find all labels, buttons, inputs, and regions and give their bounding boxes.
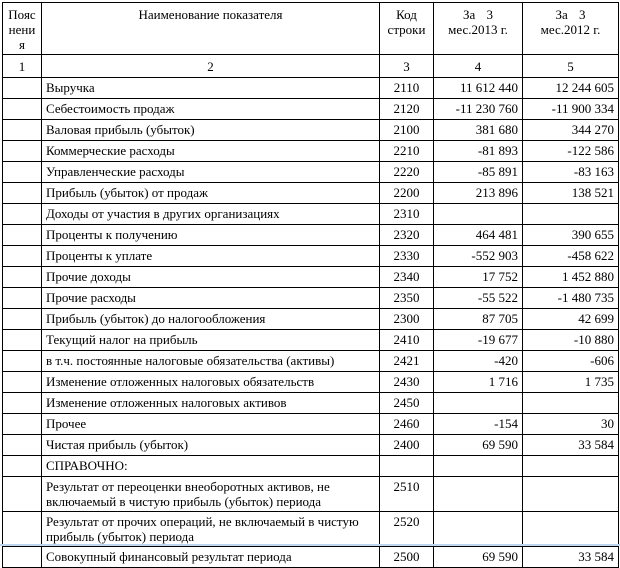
cell-line-code: 2120 bbox=[380, 99, 434, 120]
column-number-3: 3 bbox=[380, 55, 434, 78]
cell-value-2013: 69 590 bbox=[434, 435, 523, 456]
table-row bbox=[3, 309, 619, 330]
table-row bbox=[3, 141, 619, 162]
cell-value-2013: 1 716 bbox=[434, 372, 523, 393]
cell-value-2013: 87 705 bbox=[434, 309, 523, 330]
cell-notes bbox=[3, 78, 42, 99]
cell-indicator-label: Чистая прибыль (убыток) bbox=[42, 435, 380, 456]
cell-indicator-label: Результат от прочих операций, не включаемый в чистую прибыль (убыток) периода bbox=[42, 512, 380, 547]
cell-notes bbox=[3, 351, 42, 372]
cell-value-2013: 17 752 bbox=[434, 267, 523, 288]
cell-value-2012: 30 bbox=[523, 414, 619, 435]
col-header-indicator: Наименование показателя bbox=[42, 3, 380, 55]
col-header-notes: Пояснения bbox=[3, 3, 42, 55]
col-header-period-2013 bbox=[434, 3, 523, 55]
cell-line-code: 2110 bbox=[380, 78, 434, 99]
period-2012-line1: За 3 bbox=[555, 7, 586, 22]
cell-notes bbox=[3, 225, 42, 246]
cell-notes bbox=[3, 183, 42, 204]
cell-value-2012 bbox=[523, 456, 619, 477]
cell-notes bbox=[3, 120, 42, 141]
cell-indicator-label: Прочее bbox=[42, 414, 380, 435]
cell-line-code: 2320 bbox=[380, 225, 434, 246]
period-2013-line1: За 3 bbox=[462, 7, 494, 22]
cell-indicator-label: СПРАВОЧНО: bbox=[42, 456, 380, 477]
column-number-5: 5 bbox=[523, 55, 619, 78]
table-row bbox=[3, 288, 619, 309]
column-number-2: 2 bbox=[42, 55, 380, 78]
cell-value-2013 bbox=[434, 456, 523, 477]
cell-notes bbox=[3, 99, 42, 120]
cell-line-code: 2200 bbox=[380, 183, 434, 204]
cell-indicator-label: Изменение отложенных налоговых обязательств bbox=[42, 372, 380, 393]
table-row bbox=[3, 330, 619, 351]
table-row bbox=[3, 512, 619, 547]
cell-notes bbox=[3, 141, 42, 162]
cell-notes bbox=[3, 330, 42, 351]
table-row bbox=[3, 162, 619, 183]
cell-line-code: 2460 bbox=[380, 414, 434, 435]
cell-notes bbox=[3, 512, 42, 547]
table-row bbox=[3, 351, 619, 372]
cell-value-2012 bbox=[523, 477, 619, 512]
cell-indicator-label: Коммерческие расходы bbox=[42, 141, 380, 162]
cell-line-code: 2300 bbox=[380, 309, 434, 330]
cell-value-2013: 69 590 bbox=[434, 547, 523, 568]
cell-value-2013: 381 680 bbox=[434, 120, 523, 141]
cell-value-2012: 42 699 bbox=[523, 309, 619, 330]
cell-indicator-label: Валовая прибыль (убыток) bbox=[42, 120, 380, 141]
col-header-period-2012 bbox=[523, 3, 619, 55]
table-row bbox=[3, 547, 619, 568]
cell-value-2012: -458 622 bbox=[523, 246, 619, 267]
period-2012-line2: мес.2012 г. bbox=[540, 22, 601, 37]
period-2013-line2: мес.2013 г. bbox=[448, 22, 508, 37]
cell-value-2013: 213 896 bbox=[434, 183, 523, 204]
cell-line-code: 2220 bbox=[380, 162, 434, 183]
cell-value-2012: -10 880 bbox=[523, 330, 619, 351]
table-row bbox=[3, 99, 619, 120]
cell-line-code: 2400 bbox=[380, 435, 434, 456]
cell-line-code: 2430 bbox=[380, 372, 434, 393]
cell-indicator-label: Прибыль (убыток) от продаж bbox=[42, 183, 380, 204]
cell-value-2012: 33 584 bbox=[523, 435, 619, 456]
cell-indicator-label: Себестоимость продаж bbox=[42, 99, 380, 120]
cell-notes bbox=[3, 162, 42, 183]
table-row bbox=[3, 120, 619, 141]
column-number-row bbox=[3, 55, 619, 78]
table-row bbox=[3, 435, 619, 456]
window-bottom-edge bbox=[0, 544, 620, 546]
cell-value-2012 bbox=[523, 512, 619, 547]
cell-indicator-label: Прибыль (убыток) до налогообложения bbox=[42, 309, 380, 330]
cell-line-code: 2520 bbox=[380, 512, 434, 547]
header-row bbox=[3, 3, 619, 55]
cell-indicator-label: Проценты к уплате bbox=[42, 246, 380, 267]
cell-value-2012 bbox=[523, 204, 619, 225]
column-number-1: 1 bbox=[3, 55, 42, 78]
cell-value-2012: 12 244 605 bbox=[523, 78, 619, 99]
cell-notes bbox=[3, 456, 42, 477]
cell-value-2012: 1 735 bbox=[523, 372, 619, 393]
cell-notes bbox=[3, 204, 42, 225]
cell-line-code bbox=[380, 456, 434, 477]
cell-notes bbox=[3, 477, 42, 512]
table-row bbox=[3, 225, 619, 246]
cell-value-2013: 11 612 440 bbox=[434, 78, 523, 99]
cell-value-2012: 138 521 bbox=[523, 183, 619, 204]
cell-value-2012: 1 452 880 bbox=[523, 267, 619, 288]
cell-line-code: 2410 bbox=[380, 330, 434, 351]
cell-value-2013 bbox=[434, 393, 523, 414]
table-row bbox=[3, 267, 619, 288]
cell-notes bbox=[3, 547, 42, 568]
cell-value-2012: 344 270 bbox=[523, 120, 619, 141]
cell-notes bbox=[3, 288, 42, 309]
cell-line-code: 2350 bbox=[380, 288, 434, 309]
income-statement-table bbox=[2, 2, 619, 568]
cell-notes bbox=[3, 246, 42, 267]
cell-value-2013: -55 522 bbox=[434, 288, 523, 309]
cell-line-code: 2210 bbox=[380, 141, 434, 162]
cell-value-2013: -85 891 bbox=[434, 162, 523, 183]
cell-notes bbox=[3, 393, 42, 414]
table-row bbox=[3, 204, 619, 225]
cell-line-code: 2310 bbox=[380, 204, 434, 225]
cell-indicator-label: Управленческие расходы bbox=[42, 162, 380, 183]
cell-line-code: 2510 bbox=[380, 477, 434, 512]
cell-value-2013: -19 677 bbox=[434, 330, 523, 351]
cell-line-code: 2340 bbox=[380, 267, 434, 288]
cell-line-code: 2500 bbox=[380, 547, 434, 568]
table-row bbox=[3, 183, 619, 204]
cell-indicator-label: Проценты к получению bbox=[42, 225, 380, 246]
cell-notes bbox=[3, 309, 42, 330]
table-body bbox=[3, 78, 619, 568]
cell-line-code: 2450 bbox=[380, 393, 434, 414]
cell-notes bbox=[3, 267, 42, 288]
cell-indicator-label: в т.ч. постоянные налоговые обязательства (активы) bbox=[42, 351, 380, 372]
cell-value-2013 bbox=[434, 204, 523, 225]
table-row bbox=[3, 456, 619, 477]
cell-value-2013: -81 893 bbox=[434, 141, 523, 162]
table-row bbox=[3, 477, 619, 512]
cell-notes bbox=[3, 435, 42, 456]
cell-notes bbox=[3, 414, 42, 435]
table-row bbox=[3, 414, 619, 435]
cell-value-2012: -11 900 334 bbox=[523, 99, 619, 120]
cell-notes bbox=[3, 372, 42, 393]
cell-indicator-label: Совокупный финансовый результат периода bbox=[42, 547, 380, 568]
cell-indicator-label: Доходы от участия в других организациях bbox=[42, 204, 380, 225]
cell-indicator-label: Прочие доходы bbox=[42, 267, 380, 288]
cell-line-code: 2330 bbox=[380, 246, 434, 267]
table-row bbox=[3, 393, 619, 414]
cell-value-2012: 33 584 bbox=[523, 547, 619, 568]
cell-value-2012: -606 bbox=[523, 351, 619, 372]
cell-value-2012: -122 586 bbox=[523, 141, 619, 162]
cell-value-2013 bbox=[434, 512, 523, 547]
cell-indicator-label: Выручка bbox=[42, 78, 380, 99]
table-row bbox=[3, 78, 619, 99]
cell-value-2013: -154 bbox=[434, 414, 523, 435]
cell-value-2013: -11 230 760 bbox=[434, 99, 523, 120]
cell-value-2012: -83 163 bbox=[523, 162, 619, 183]
cell-indicator-label: Текущий налог на прибыль bbox=[42, 330, 380, 351]
column-number-4: 4 bbox=[434, 55, 523, 78]
table-header bbox=[3, 3, 619, 78]
table-row bbox=[3, 372, 619, 393]
cell-value-2012 bbox=[523, 393, 619, 414]
cell-line-code: 2100 bbox=[380, 120, 434, 141]
cell-indicator-label: Результат от переоценки внеоборотных активов, не включаемый в чистую прибыль (убыток) периода bbox=[42, 477, 380, 512]
cell-line-code: 2421 bbox=[380, 351, 434, 372]
cell-value-2013 bbox=[434, 477, 523, 512]
cell-indicator-label: Прочие расходы bbox=[42, 288, 380, 309]
cell-value-2012: -1 480 735 bbox=[523, 288, 619, 309]
cell-value-2013: -552 903 bbox=[434, 246, 523, 267]
table-row bbox=[3, 246, 619, 267]
col-header-code: Код строки bbox=[380, 3, 434, 55]
cell-value-2013: -420 bbox=[434, 351, 523, 372]
cell-value-2012: 390 655 bbox=[523, 225, 619, 246]
cell-value-2013: 464 481 bbox=[434, 225, 523, 246]
cell-indicator-label: Изменение отложенных налоговых активов bbox=[42, 393, 380, 414]
